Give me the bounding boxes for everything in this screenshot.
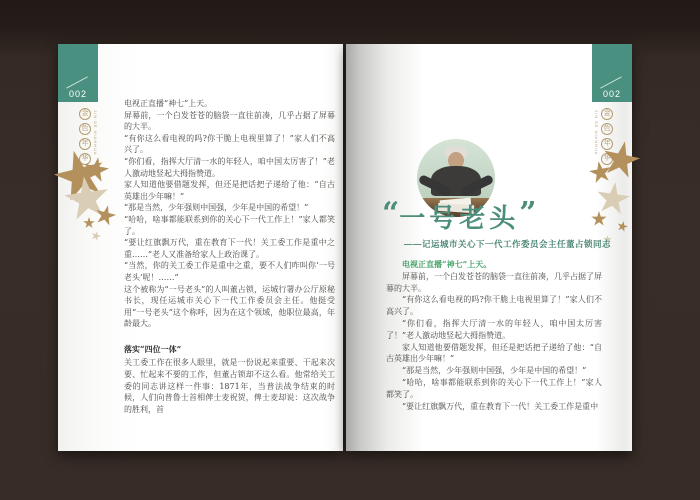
brand-char-circle: 金 [79, 108, 91, 120]
page-tab [592, 44, 632, 102]
brand-char-circle: 华 [79, 153, 91, 165]
tab-slash-line [600, 76, 622, 88]
paragraph: 屏幕前，一个白发苍苍的脑袋一直往前凑，几乎占据了屏幕的大半。 [386, 271, 602, 293]
brand-pinyin: JIN SE NIANHUA [93, 110, 98, 156]
star-icon [83, 217, 95, 229]
article-body [386, 259, 602, 412]
brand-char-circle: 年 [79, 138, 91, 150]
star-icon [591, 211, 607, 227]
left-page [58, 44, 343, 451]
paragraph: “哈哈，啥事都能联系到你的关心下一代工作上！”家人都笑了。 [386, 377, 602, 399]
title-open-quote: “ [382, 196, 400, 231]
paragraph: “有你这么看电视的吗?你干脆上电视里算了！”家人们不高兴了。 [386, 295, 602, 317]
page-number: 002 [68, 89, 88, 99]
brand-pinyin: JIN SE NIANHUA [594, 110, 599, 156]
star-icon [93, 203, 118, 228]
brand-char-circle: 色 [601, 123, 613, 135]
star-icon [90, 230, 103, 243]
paragraph: 关工委工作在很多人眼里，就是一份说起来重要、干起来次要、忙起来不要的工作，但董占锁却不这么看。他常给关工委的同志讲这样一件事：1871年，当普法战争结束的时候，人们向普鲁士首相俾士麦祝贺，俾士麦却说：这次战争的胜利，首 [124, 358, 335, 414]
right-page [346, 44, 632, 451]
title-close-quote: ” [519, 196, 537, 231]
brand-char-circle: 色 [79, 123, 91, 135]
paragraph: “要让红旗飘万代，重在教育下一代！关工委工作是重中 [402, 401, 599, 411]
brand-char-circle: 金 [601, 108, 613, 120]
paragraph: 屏幕前，一个白发苍苍的脑袋一直往前凑，几乎占据了屏幕的大半。 [124, 110, 335, 132]
paragraph: “你们看，指挥大厅清一水的年轻人，咱中国太厉害了！”老人激动地竖起大拇指赞道。 [386, 318, 602, 340]
paragraph: 这个被称为“一号老头”的人叫董占锁，运城行署办公厅原秘书长，现任运城市关心下一代工作委员会主任。他挺受用“一号老头”这个称呼，因为在这个领域，他职位最高，年龄最大。 [124, 284, 335, 329]
page-number: 002 [602, 89, 622, 99]
brand-char-circle: 年 [601, 138, 613, 150]
article-body [124, 98, 335, 415]
page-tab [58, 44, 98, 102]
book-spread [58, 44, 632, 451]
article-subtitle: ——记运城市关心下一代工作委员会主任董占锁同志 [404, 239, 612, 249]
paragraph: “哈哈，啥事都能联系到你的关心下一代工作上！”家人都笑了。 [124, 214, 335, 236]
paragraph: “要让红旗飘万代，重在教育下一代！关工委工作是重中之重……”老人又准备给家人上政治课了。 [124, 238, 335, 259]
section-heading: 落实“四位一体” [124, 343, 182, 354]
article-title: “一号老头” [382, 196, 537, 233]
brand-char-circle: 华 [601, 153, 613, 165]
paragraph: “有你这么看电视的吗?你干脆上电视里算了！”家人们不高兴了。 [124, 133, 335, 155]
paragraph: “你们看，指挥大厅清一水的年轻人，咱中国太厉害了！”老人激动地竖起大拇指赞道。 [124, 156, 335, 178]
paragraph: “那是当然，少年强则中国强，少年是中国的希望！” [402, 366, 587, 376]
paragraph: “当然，你的关工委工作是重中之重，要不人们咋叫你‘一号老头’呢！……” [124, 261, 335, 282]
tab-slash-line [66, 76, 88, 88]
paragraph: 家人知道他要借题发挥，但还是把话把子递给了他：“自古英雄出少年嘛！” [124, 180, 335, 201]
paragraph: 家人知道他要借题发挥，但还是把话把子递给了他：“自古英雄出少年嘛！” [386, 342, 602, 364]
paragraph: 电视正直播“神七”上天。 [124, 99, 213, 108]
lead-paragraph: 电视正直播“神七”上天。 [402, 259, 492, 269]
paragraph: “那是当然，少年强则中国强，少年是中国的希望！” [124, 203, 309, 213]
star-icon [616, 220, 629, 233]
